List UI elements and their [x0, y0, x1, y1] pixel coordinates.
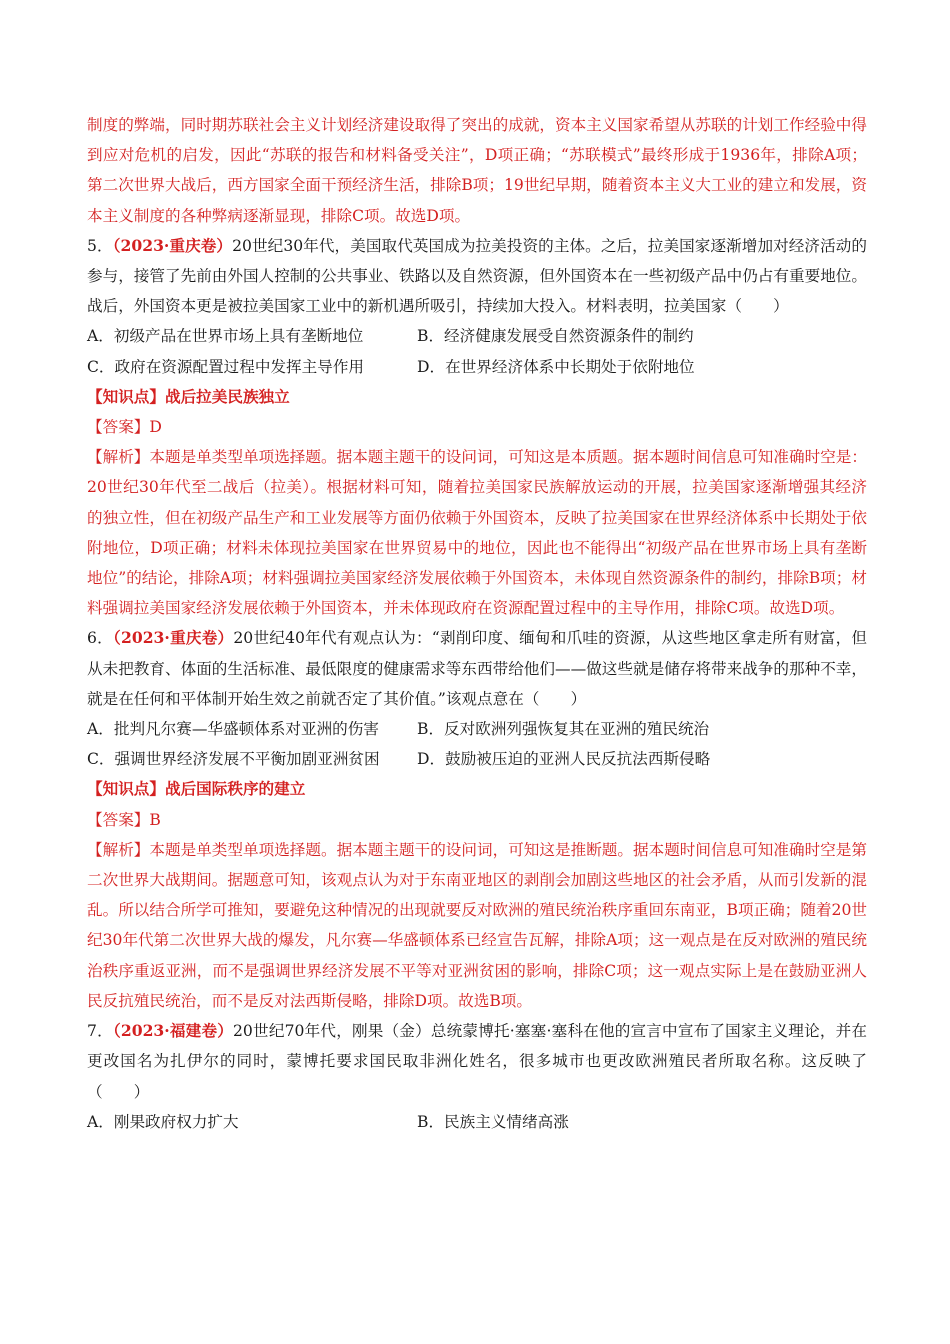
analysis: 【解析】本题是单类型单项选择题。据本题主题干的设问词，可知这是推断题。据本题时间信息可知准确时空是第二次世界大战期间。据题意可知，该观点认为对于东南亚地区的剥削会加剧这些地区的社会矛盾，从而引发新的混乱。所以结合所学可推知，要避免这种情况的出现就要反对欧洲的殖民统治秩序重回东南亚，B项正确；随着20世纪30年代第二次世界大战的爆发，凡尔赛—华盛顿体系已经宣告瓦解，排除A项；这一观点是在反对欧洲的殖民统治秩序重返亚洲，而不是强调世界经济发展不平等对亚洲贫困的影响，排除C项；这一观点实际上是在鼓励亚洲人民反抗殖民统治，而不是反对法西斯侵略，排除D项。故选B项。 [87, 840, 867, 1010]
knowledge-point: 【知识点】战后拉美民族独立 [87, 386, 290, 406]
options-row [87, 352, 867, 382]
option-b: B．民族主义情绪高涨 [417, 1112, 569, 1131]
question-text: 20世纪70年代，刚果（金）总统蒙博托·塞塞·塞科在他的宣言中宣布了国家主义理论，并在更改国名为扎伊尔的同时，蒙博托要求国民取非洲化姓名，很多城市也更改欧洲殖民者所取名称。这反映了（ ） [87, 1022, 868, 1101]
options-row [87, 714, 867, 744]
previous-analysis-tail: 制度的弊端，同时期苏联社会主义计划经济建设取得了突出的成就，资本主义国家希望从苏联的计划工作经验中得到应对危机的启发，因此“苏联的报告和材料备受关注”，D项正确；“苏联模式”最终形成于1936年，排除A项；第二次世界大战后，西方国家全面干预经济生活，排除B项；19世纪早期，随着资本主义大工业的建立和发展，资本主义制度的各种弊病逐渐显现，排除C项。故选D项。 [87, 116, 867, 225]
option-c: C．政府在资源配置过程中发挥主导作用 [87, 357, 365, 376]
option-a: A．刚果政府权力扩大 [87, 1112, 239, 1131]
question-text: 20世纪40年代有观点认为：“剥削印度、缅甸和爪哇的资源，从这些地区拿走所有财富，但从未把教育、体面的生活标准、最低限度的健康需求等东西带给他们——做这些就是储存将带来战争的那种不幸，就是在任何和平体制开始生效之前就否定了其价值。”该观点意在（ ） [87, 629, 867, 708]
knowledge-point: 【知识点】战后国际秩序的建立 [87, 779, 306, 799]
options-row [87, 1107, 867, 1137]
analysis: 【解析】本题是单类型单项选择题。据本题主题干的设问词，可知这是本质题。据本题时间信息可知准确时空是：20世纪30年代至二战后（拉美）。根据材料可知，随着拉美国家民族解放运动的开展，拉美国家逐渐增强其经济的独立性，但在初级产品生产和工业发展等方面仍依赖于外国资本，反映了拉美国家在世界经济体系中长期处于依附地位，D项正确；材料未体现拉美国家在世界贸易中的地位，因此也不能得出“初级产品在世界市场上具有垄断地位”的结论，排除A项；材料强调拉美国家经济发展依赖于外国资本，未体现自然资源条件的制约，排除B项；材料强调拉美国家经济发展依赖于外国资本，并未体现政府在资源配置过程中的主导作用，排除C项。故选D项。 [87, 448, 867, 618]
answer: 【答案】B [87, 810, 161, 829]
question-stem [87, 623, 867, 714]
question-source: （2023·重庆卷） [112, 235, 233, 255]
options-row [87, 321, 867, 351]
question-source: （2023·重庆卷） [112, 628, 234, 648]
options-row [87, 744, 867, 774]
question-number: 6． [87, 629, 113, 648]
question-6 [87, 623, 867, 1016]
question-5 [87, 231, 867, 624]
question-text: 20世纪30年代，美国取代英国成为拉美投资的主体。之后，拉美国家逐渐增加对经济活动的参与，接管了先前由外国人控制的公共事业、铁路以及自然资源，但外国资本在一些初级产品中仍占有重要地位。战后，外国资本更是被拉美国家工业中的新机遇所吸引，持续加大投入。材料表明，拉美国家（ ） [87, 236, 868, 316]
option-c: C．强调世界经济发展不平衡加剧亚洲贫困 [87, 750, 380, 769]
question-source: （2023·福建卷） [112, 1021, 234, 1041]
option-d: D．在世界经济体系中长期处于依附地位 [417, 357, 695, 376]
question-stem [87, 1016, 867, 1107]
option-b: B．反对欧洲列强恢复其在亚洲的殖民统治 [417, 720, 710, 739]
document-page [87, 110, 867, 1137]
option-a: A．初级产品在世界市场上具有垄断地位 [87, 327, 364, 346]
answer: 【答案】D [87, 418, 162, 437]
option-b: B．经济健康发展受自然资源条件的制约 [417, 327, 694, 346]
question-number: 7． [87, 1022, 113, 1041]
option-d: D．鼓励被压迫的亚洲人民反抗法西斯侵略 [417, 750, 711, 769]
option-a: A．批判凡尔赛—华盛顿体系对亚洲的伤害 [87, 720, 379, 739]
question-7 [87, 1016, 867, 1137]
question-number: 5． [87, 236, 113, 255]
question-stem [87, 231, 867, 322]
